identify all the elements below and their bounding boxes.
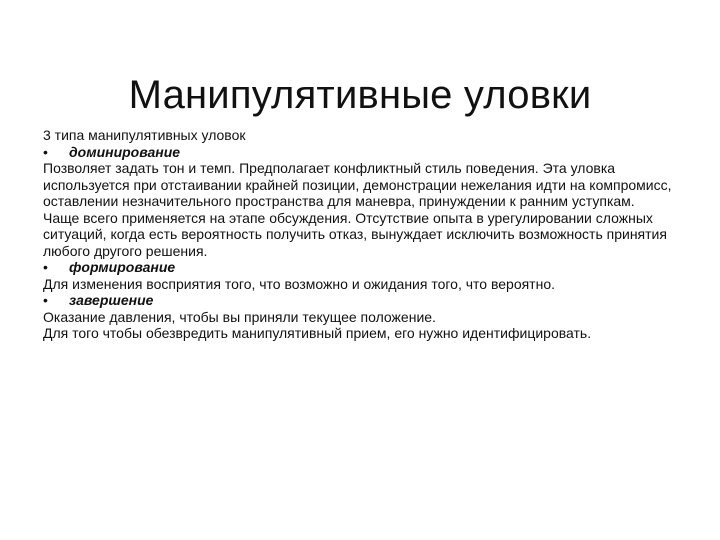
- bullet-item-completion: [43, 292, 673, 309]
- intro-text: 3 типа манипулятивных уловок: [43, 127, 246, 143]
- section-text: Оказание давления, чтобы вы приняли текущее положение.: [43, 308, 436, 325]
- section-text: Позволяет задать тон и темп. Предполагает конфликтный стиль поведения. Эта уловка используется при отстаивании крайней позиции, демонстрации нежелания идти на компромисс, оставлении незначительного пространства для маневра, принуждении к ранним уступкам. Чаще всего применяется на этапе обсуждения. Отсутствие опыта в урегулировании сложных ситуаций, когда есть вероятность получить отказ, вынуждает исключить возможность принятия любого другого решения.: [43, 160, 672, 259]
- bullet-icon: •: [43, 292, 48, 308]
- slide-body: [43, 127, 673, 342]
- bullet-icon: •: [43, 259, 48, 275]
- bullet-heading: доминирование: [69, 143, 181, 160]
- section-text: Для изменения восприятия того, что возможно и ожидания того, что вероятно.: [43, 275, 556, 292]
- bullet-item-dominance: [43, 144, 673, 161]
- slide-title: Манипулятивные уловки: [128, 72, 592, 117]
- conclusion-text: Для того чтобы обезвредить манипулятивный прием, его нужно идентифицировать.: [43, 325, 592, 341]
- bullet-item-formation: [43, 259, 673, 276]
- bullet-icon: •: [43, 143, 48, 160]
- bullet-heading: формирование: [69, 259, 176, 275]
- bullet-heading: завершение: [69, 292, 154, 308]
